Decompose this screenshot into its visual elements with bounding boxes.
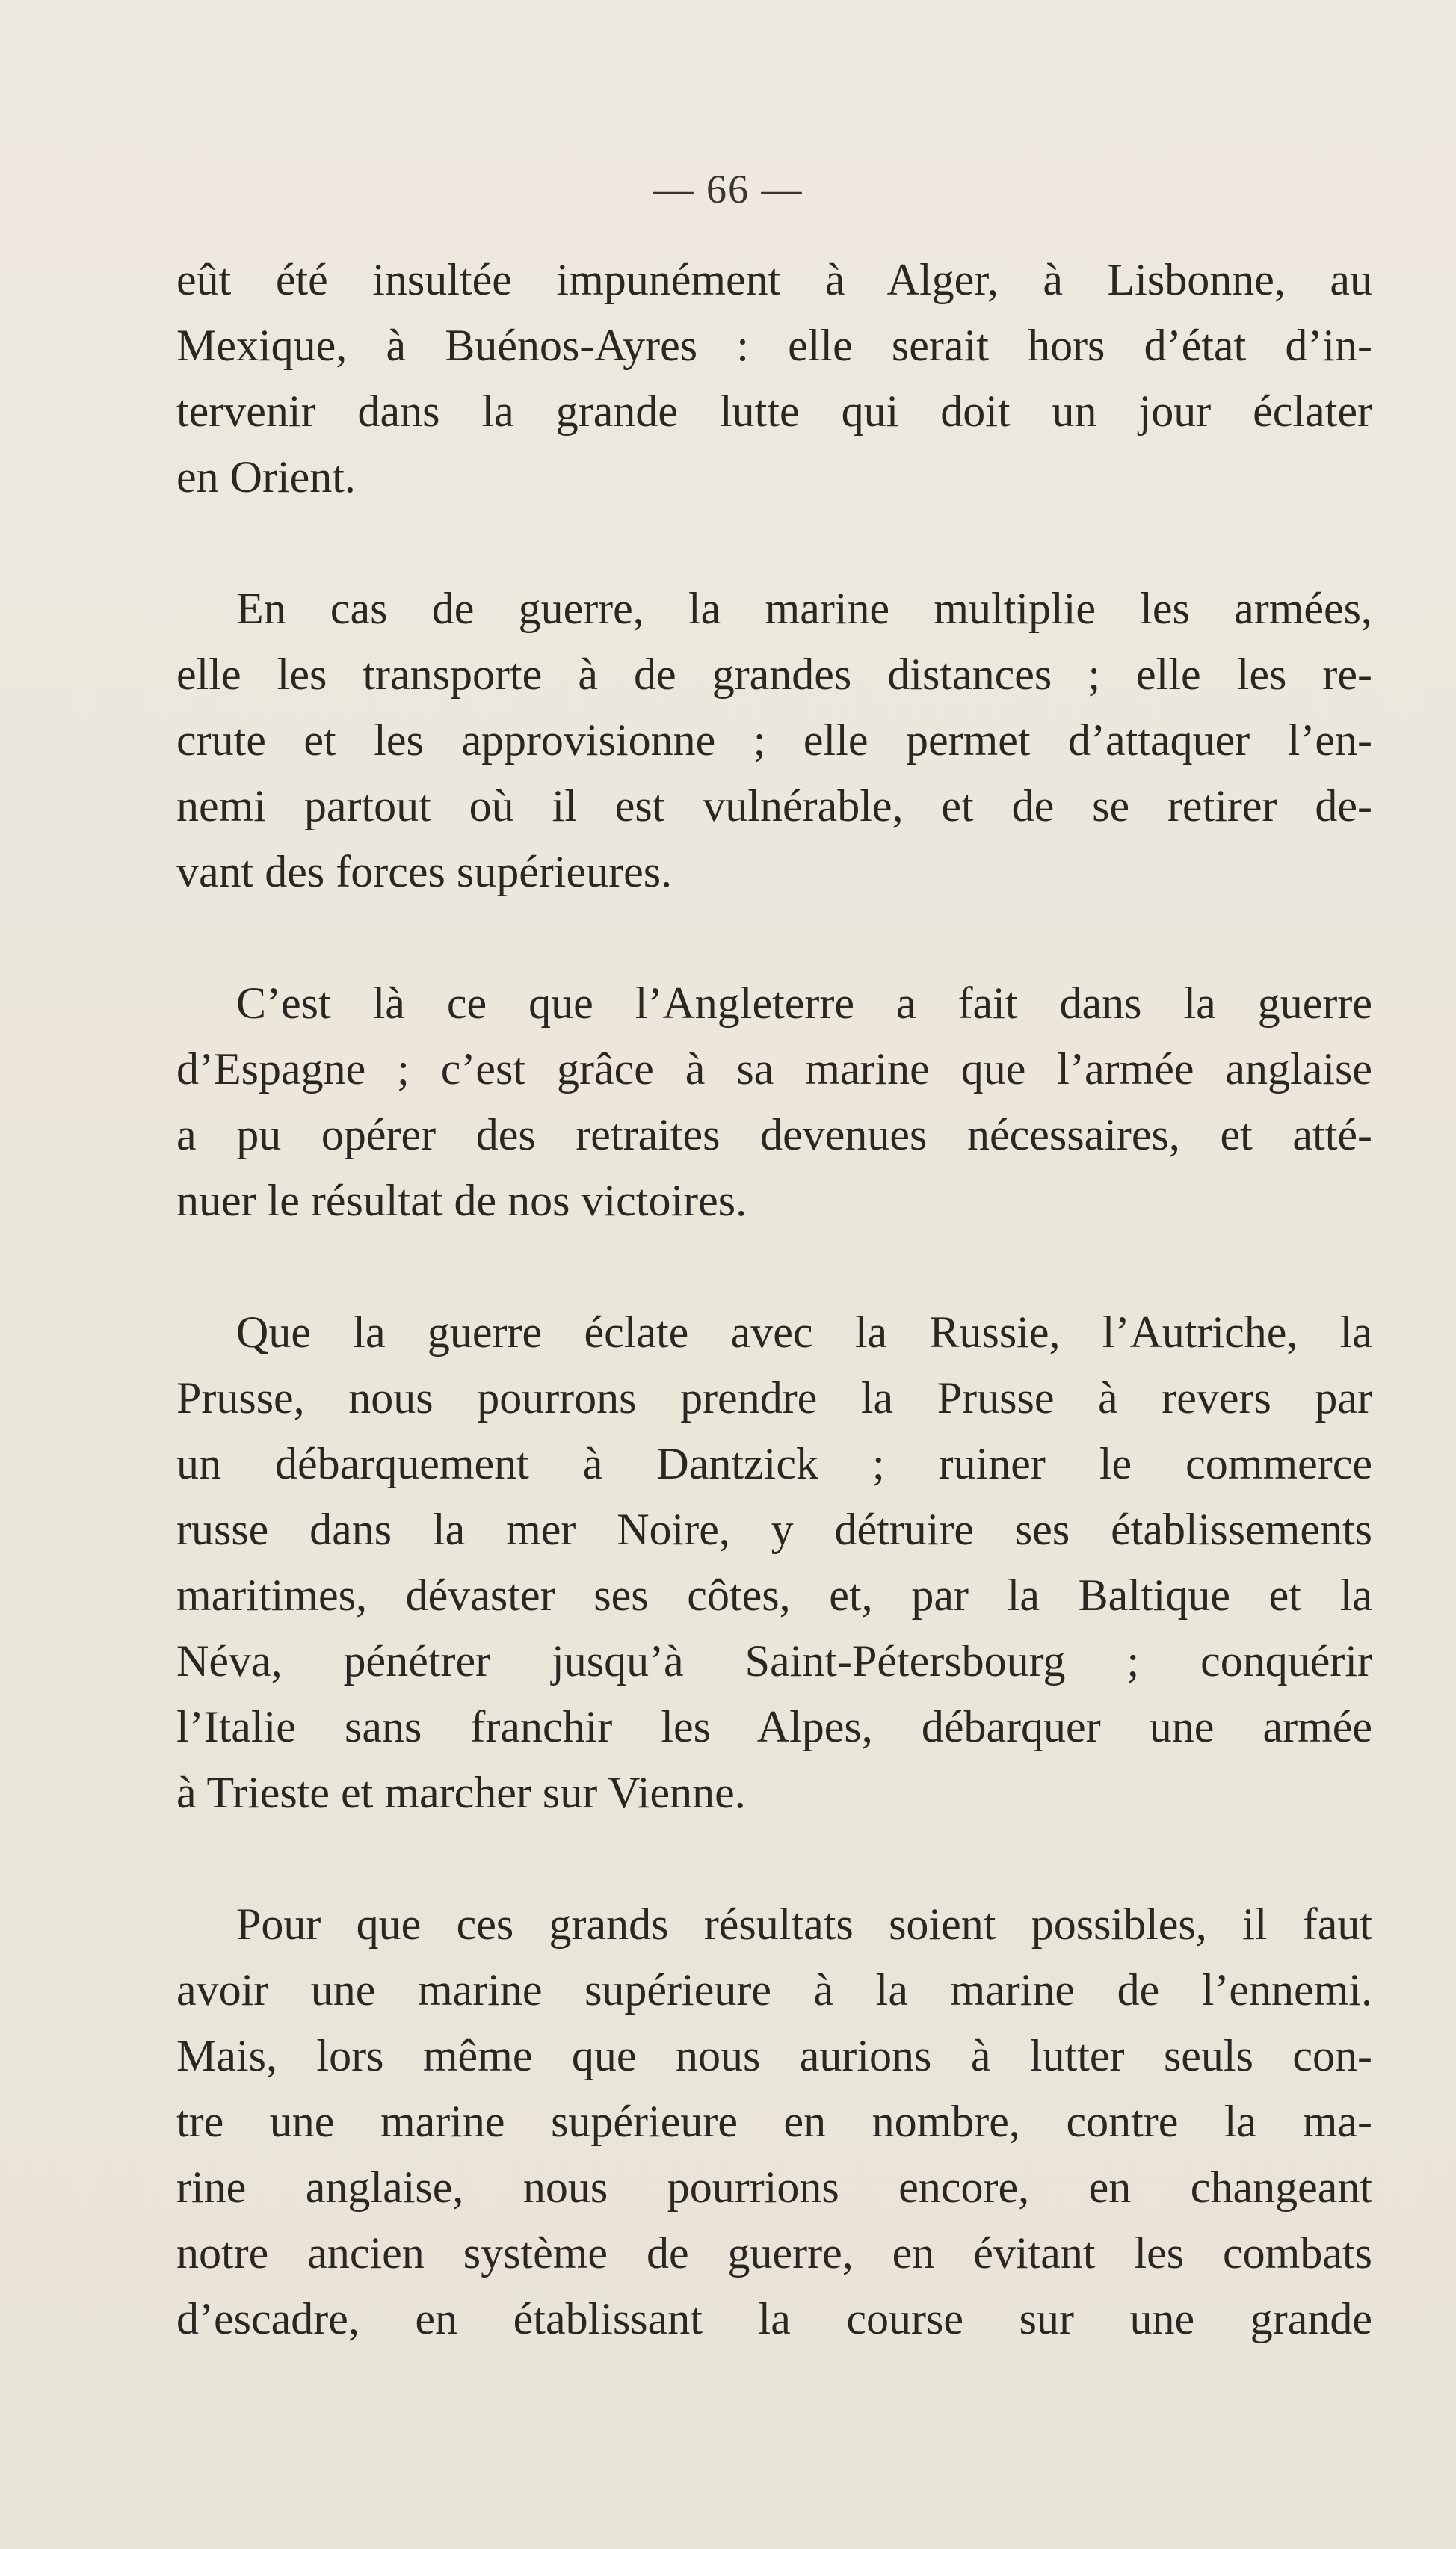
text-line: Néva, pénétrer jusqu’à Saint-Pétersbourg ; conquérir (176, 1636, 1372, 1686)
text-line: d’escadre, en établissant la course sur une grande (176, 2294, 1372, 2343)
body-text (176, 247, 1372, 2417)
text-line: vant des forces supérieures. (176, 847, 673, 896)
text-line: en Orient. (176, 452, 356, 502)
paragraph-1 (176, 247, 1372, 510)
text-line: à Trieste et marcher sur Vienne. (176, 1768, 746, 1817)
text-line: Mexique, à Buénos-Ayres : elle serait hors d’état d’in- (176, 321, 1372, 370)
paragraph-5 (176, 1891, 1372, 2352)
paragraph-4 (176, 1299, 1372, 1825)
text-line: Que la guerre éclate avec la Russie, l’Autriche, la (236, 1307, 1372, 1357)
text-line: nuer le résultat de nos victoires. (176, 1176, 747, 1225)
text-line: avoir une marine supérieure à la marine de l’ennemi. (176, 1965, 1372, 2015)
text-line: Pour que ces grands résultats soient possibles, il faut (236, 1899, 1372, 1949)
text-line: notre ancien système de guerre, en évitant les combats (176, 2228, 1372, 2278)
text-line: nemi partout où il est vulnérable, et de se retirer de- (176, 781, 1372, 830)
text-line: C’est là ce que l’Angleterre a fait dans la guerre (236, 978, 1372, 1028)
text-line: rine anglaise, nous pourrions encore, en changeant (176, 2163, 1372, 2212)
text-line: d’Espagne ; c’est grâce à sa marine que l’armée anglaise (176, 1044, 1372, 1094)
paragraph-2 (176, 576, 1372, 904)
page-number: — 66 — (653, 167, 803, 212)
text-line: l’Italie sans franchir les Alpes, débarquer une armée (176, 1702, 1372, 1751)
text-line: un débarquement à Dantzick ; ruiner le commerce (176, 1439, 1372, 1488)
text-line: eût été insultée impunément à Alger, à Lisbonne, au (176, 255, 1372, 304)
text-line: russe dans la mer Noire, y détruire ses établissements (176, 1505, 1372, 1554)
text-line: elle les transporte à de grandes distances ; elle les re- (176, 650, 1372, 699)
text-line: tervenir dans la grande lutte qui doit un jour éclater (176, 386, 1372, 436)
text-line: a pu opérer des retraites devenues nécessaires, et atté- (176, 1110, 1372, 1159)
text-line: maritimes, dévaster ses côtes, et, par la Baltique et la (176, 1571, 1372, 1620)
text-line: En cas de guerre, la marine multiplie les armées, (236, 584, 1372, 633)
text-line: Prusse, nous pourrons prendre la Prusse à revers par (176, 1373, 1372, 1423)
paragraph-3 (176, 970, 1372, 1233)
text-line: Mais, lors même que nous aurions à lutter seuls con- (176, 2031, 1372, 2080)
text-line: tre une marine supérieure en nombre, contre la ma- (176, 2097, 1372, 2146)
text-line: crute et les approvisionne ; elle permet d’attaquer l’en- (176, 715, 1372, 765)
